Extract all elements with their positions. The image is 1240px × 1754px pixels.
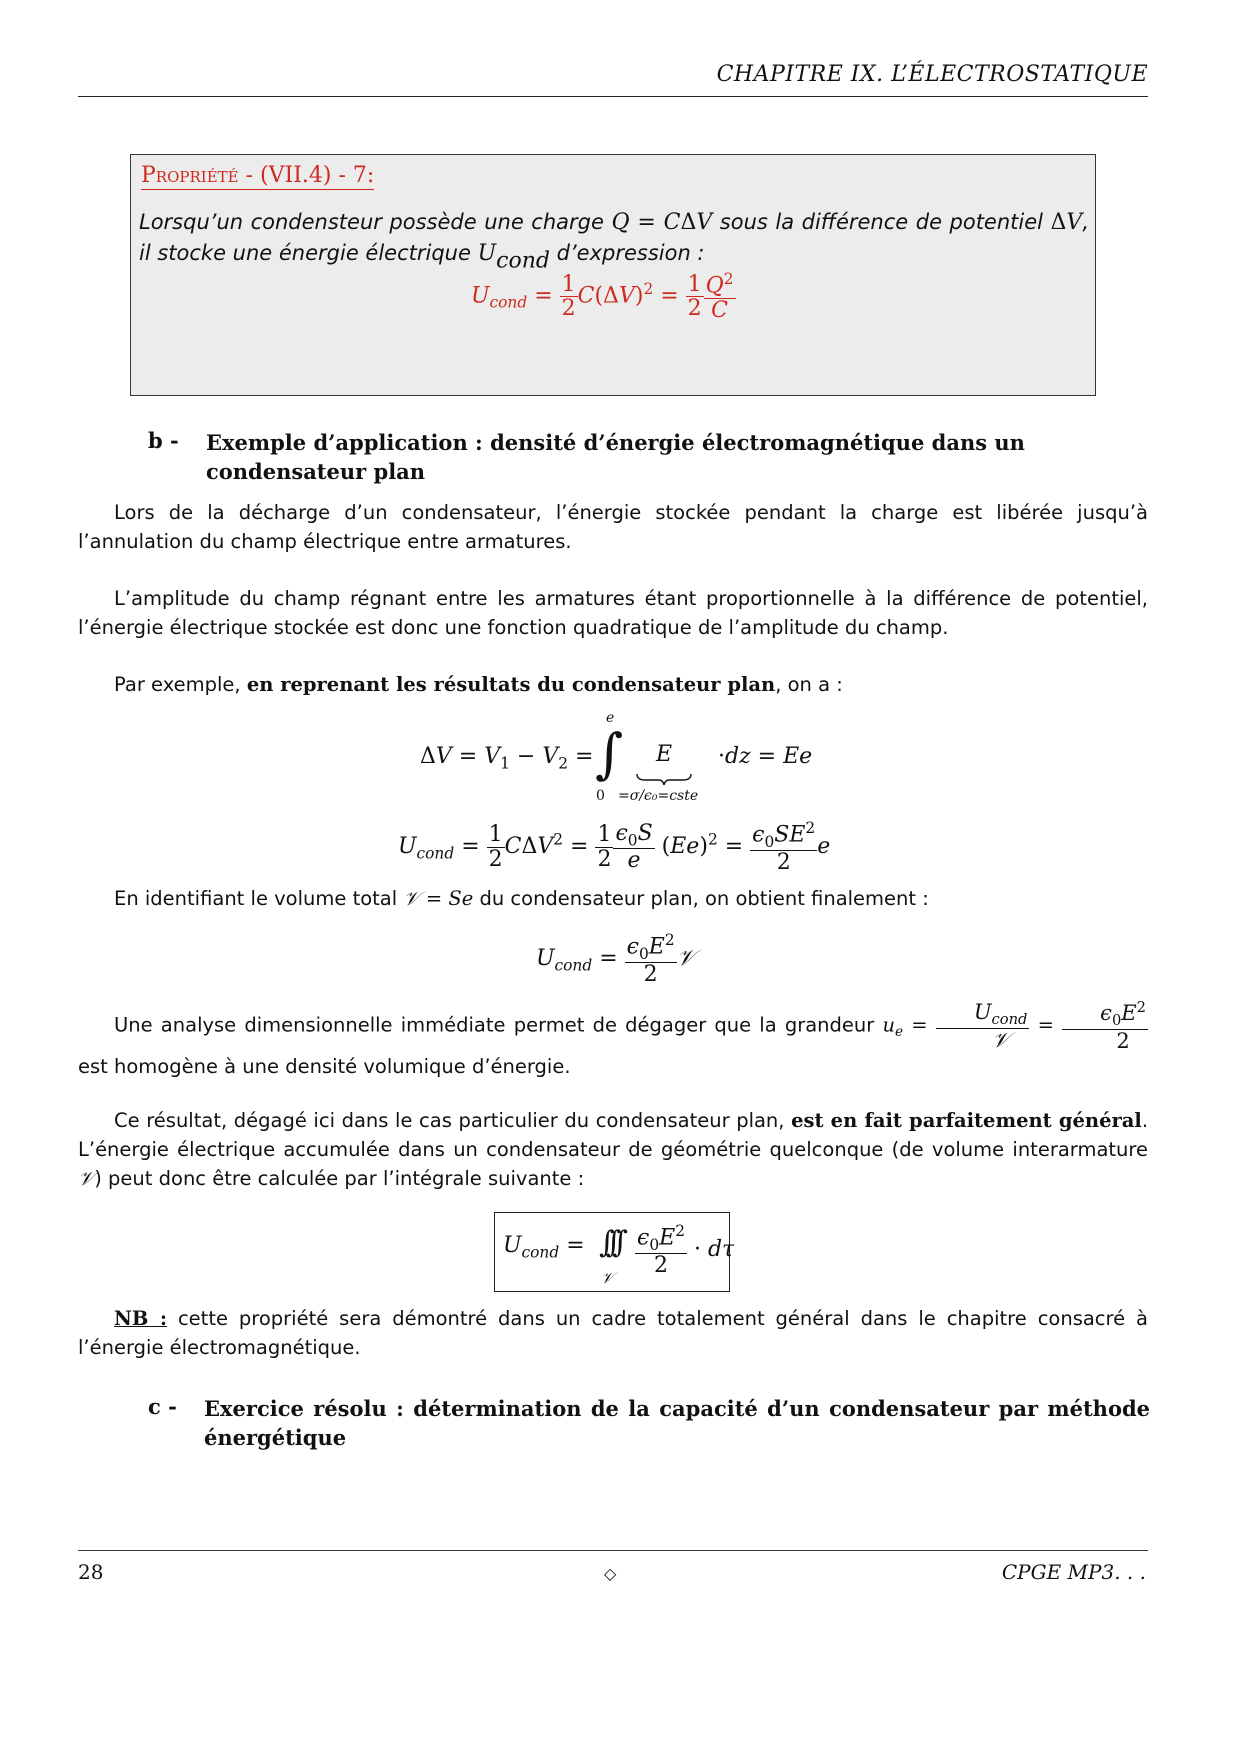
energy-volume-equation: $U_{cond}$ = $\frac{\epsilon_0E^2}{2}$ 𝒱 bbox=[536, 931, 695, 988]
energy-formula: $U_{cond}$ = $\frac{1}{2}$ $C(\Delta V)^2$ = $\frac{1}{2}$ $\frac{Q^2}{C}$ bbox=[471, 270, 734, 323]
paragraph-6: Ce résultat, dégagé ici dans le cas particulier du condensateur plan, est en fait parfaitement général. L’énergie électrique accumulée dans un condensateur de géométrie quelconque (de volume interarmature 𝒱) peut donc être calculée par l’intégrale suivante : bbox=[78, 1109, 1149, 1190]
footer-rule bbox=[78, 1550, 1148, 1551]
integral-sign: ∫ bbox=[595, 722, 624, 785]
triple-integral-sign: ∫∫∫ bbox=[599, 1225, 619, 1260]
footer-ornament: ◇ bbox=[604, 1564, 617, 1583]
underbrace bbox=[635, 772, 693, 786]
footer-course: CPGE MP3. . . bbox=[1001, 1560, 1146, 1584]
section-b-title: Exemple d’application : densité d’énergie électromagnétique dans un condensateur plan bbox=[206, 430, 1025, 484]
integral-lower-bound: 0 bbox=[596, 788, 605, 804]
boxed-energy-integral: $U_{cond}$ = ∫∫∫ 𝒱 $\frac{\epsilon_0E^2}{2}$ · dτ bbox=[494, 1212, 730, 1292]
energy-plane-capacitor-equation: $U_{cond}$ = $\frac{1}{2}$ $C\Delta V^2$ = $\frac{1}{2}$ $\frac{\epsilon_0S}{e}$ $(Ee)^2$ = $\frac{\epsilon_0SE^2}{2}$ e bbox=[398, 819, 831, 876]
header-rule bbox=[78, 96, 1148, 97]
integral-domain: 𝒱 bbox=[601, 1269, 614, 1287]
section-b-label: b - bbox=[148, 428, 179, 453]
page-number: 28 bbox=[78, 1560, 104, 1584]
integral-upper-bound: e bbox=[606, 710, 615, 726]
paragraph-2: L’amplitude du champ régnant entre les armatures étant proportionnelle à la différence de potentiel, l’énergie électrique stockée est donc une fonction quadratique de l’amplitude du champ. bbox=[78, 587, 1148, 639]
section-c-title: Exercice résolu : détermination de la capacité d’un condensateur par méthode énergétique bbox=[204, 1396, 1150, 1450]
nb-paragraph: NB : cette propriété sera démontré dans un cadre totalement général dans le chapitre consacré à l’énergie électromagnétique. bbox=[78, 1307, 1148, 1359]
paragraph-1: Lors de la décharge d’un condensateur, l’énergie stockée pendant la charge est libérée jusqu’à l’annulation du champ électrique entre armatures. bbox=[78, 501, 1148, 553]
property-box bbox=[130, 154, 1096, 396]
paragraph-4: En identifiant le volume total 𝒱 = Se du condensateur plan, on obtient finalement : bbox=[114, 887, 929, 910]
paragraph-3: Par exemple, en reprenant les résultats du condensateur plan, on a : bbox=[114, 673, 843, 696]
section-c-label: c - bbox=[148, 1394, 177, 1419]
underbrace-label: =σ/ϵ₀=cste bbox=[618, 788, 699, 804]
paragraph-5: Une analyse dimensionnelle immédiate permet de dégager que la grandeur $u_e$ = $\frac{U_{cond}}{\text{𝒱}}$ = $\frac{\epsilon_0E^2}{2}$ est homogène à une densité volumique d’énergie. bbox=[78, 999, 1146, 1078]
property-text: Lorsqu’un condensteur possède une charge Q = CΔV sous la différence de potentiel ΔV, il stocke une énergie électrique Ucond d’expression : bbox=[139, 210, 1089, 274]
potential-integral-equation: $\Delta V = V_1 - V_2$ = ∫ e 0 E =σ/ϵ₀=cste ·dz = Ee bbox=[420, 710, 813, 804]
property-title: Propriété - (VII.4) - 7: bbox=[141, 163, 375, 188]
running-header: CHAPITRE IX. L’ÉLECTROSTATIQUE bbox=[716, 62, 1148, 87]
